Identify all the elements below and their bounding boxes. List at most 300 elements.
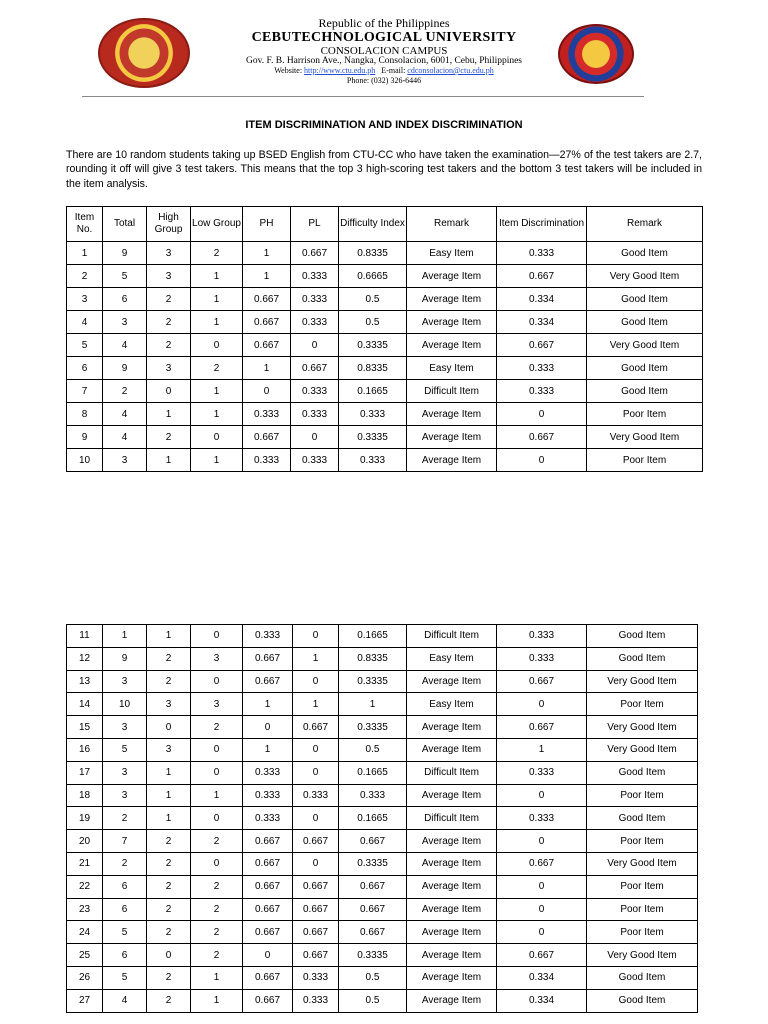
table-cell: Very Good Item [587, 265, 703, 288]
table-cell: 1 [191, 784, 243, 807]
table-cell: 0.5 [339, 989, 407, 1012]
email-label: E-mail: [381, 66, 406, 75]
table-cell: 0.667 [243, 989, 293, 1012]
table-cell: Good Item [587, 625, 698, 648]
table-cell: 3 [147, 265, 191, 288]
table-cell: Average Item [407, 989, 497, 1012]
table-cell: 0 [293, 738, 339, 761]
table-cell: Good Item [587, 380, 703, 403]
table-cell: Average Item [407, 449, 497, 472]
table-cell: Average Item [407, 716, 497, 739]
table-cell: Good Item [587, 357, 703, 380]
table-cell: Good Item [587, 989, 698, 1012]
table-cell: 20 [67, 830, 103, 853]
table-cell: 3 [191, 693, 243, 716]
table-cell: Very Good Item [587, 852, 698, 875]
table-cell: 3 [67, 288, 103, 311]
table-row [67, 647, 698, 670]
table-cell: 26 [67, 966, 103, 989]
table-cell: 0.667 [243, 852, 293, 875]
table-cell: 2 [103, 807, 147, 830]
table-cell: 0.667 [497, 944, 587, 967]
table-cell: 2 [191, 357, 243, 380]
column-header: Total [103, 207, 147, 242]
table-cell: 0.1665 [339, 761, 407, 784]
table-cell: 0.333 [293, 966, 339, 989]
table-cell: 0 [291, 334, 339, 357]
table-cell: Difficult Item [407, 807, 497, 830]
table-cell: 1 [191, 989, 243, 1012]
table-cell: Average Item [407, 265, 497, 288]
table-cell: 0.5 [339, 966, 407, 989]
table-cell: 2 [147, 670, 191, 693]
table-cell: 1 [243, 738, 293, 761]
table-cell: 9 [103, 647, 147, 670]
table-cell: 1 [191, 403, 243, 426]
table-cell: 0.333 [291, 403, 339, 426]
table-cell: 14 [67, 693, 103, 716]
table-row [67, 761, 698, 784]
table-cell: 10 [103, 693, 147, 716]
table-cell: 3 [103, 670, 147, 693]
table-cell: 0 [191, 334, 243, 357]
table-cell: 0.667 [497, 670, 587, 693]
table-cell: 0 [291, 426, 339, 449]
table-cell: 0.3335 [339, 852, 407, 875]
table-cell: 0 [497, 875, 587, 898]
table-cell: 1 [103, 625, 147, 648]
table-cell: 0.667 [243, 830, 293, 853]
table-cell: 0.334 [497, 966, 587, 989]
table-cell: 19 [67, 807, 103, 830]
table-cell: 16 [67, 738, 103, 761]
table-cell: Good Item [587, 761, 698, 784]
table-cell: Poor Item [587, 898, 698, 921]
table-cell: 2 [191, 898, 243, 921]
table-cell: 0 [293, 670, 339, 693]
header-phone: Phone: (032) 326-6446 [346, 76, 422, 85]
table-cell: 0.333 [339, 784, 407, 807]
table-cell: 22 [67, 875, 103, 898]
table-cell: Difficult Item [407, 625, 497, 648]
table-cell: 2 [147, 898, 191, 921]
table-cell: 0 [293, 807, 339, 830]
table-cell: 0.667 [243, 334, 291, 357]
table-cell: 1 [191, 265, 243, 288]
table-cell: 2 [191, 921, 243, 944]
table-cell: 6 [103, 875, 147, 898]
table-cell: Average Item [407, 403, 497, 426]
table-cell: 3 [191, 647, 243, 670]
table-cell: 5 [67, 334, 103, 357]
table-row [67, 449, 703, 472]
table-cell: 4 [103, 989, 147, 1012]
table-cell: 0 [497, 784, 587, 807]
table-cell: 3 [103, 761, 147, 784]
table-row [67, 921, 698, 944]
header-campus: CONSOLACION CAMPUS [320, 45, 448, 57]
table-cell: 0.333 [243, 807, 293, 830]
table-row [67, 242, 703, 265]
table-cell: 0.334 [497, 989, 587, 1012]
table-cell: 0.333 [291, 265, 339, 288]
table-cell: 1 [191, 311, 243, 334]
table-cell: 23 [67, 898, 103, 921]
table-cell: 0 [497, 693, 587, 716]
table-cell: 0 [191, 625, 243, 648]
table-cell: 0 [147, 944, 191, 967]
table-cell: 0.667 [293, 898, 339, 921]
table-cell: Very Good Item [587, 716, 698, 739]
table-cell: 0.3335 [339, 334, 407, 357]
column-header: Item No. [67, 207, 103, 242]
table-cell: 27 [67, 989, 103, 1012]
table-cell: 4 [103, 403, 147, 426]
table-cell: 0 [293, 625, 339, 648]
table-cell: 8 [67, 403, 103, 426]
table-cell: 25 [67, 944, 103, 967]
table-cell: 1 [147, 807, 191, 830]
table-cell: Average Item [407, 921, 497, 944]
table-cell: Very Good Item [587, 944, 698, 967]
table-cell: Average Item [407, 426, 497, 449]
table-row [67, 311, 703, 334]
table-cell: 5 [103, 966, 147, 989]
table-cell: 0.667 [339, 921, 407, 944]
table-cell: Poor Item [587, 449, 703, 472]
header-divider [82, 96, 644, 97]
table-cell: 0.333 [291, 288, 339, 311]
table-cell: 0.667 [293, 875, 339, 898]
table-cell: 0.667 [293, 830, 339, 853]
table-cell: 0 [191, 852, 243, 875]
table-row [67, 898, 698, 921]
table-cell: 0.333 [243, 784, 293, 807]
table-row [67, 784, 698, 807]
table-cell: Good Item [587, 288, 703, 311]
table-cell: 0 [497, 449, 587, 472]
table-cell: Good Item [587, 311, 703, 334]
table-row [67, 288, 703, 311]
table-cell: 1 [339, 693, 407, 716]
table-cell: Poor Item [587, 830, 698, 853]
table-cell: 0.333 [497, 242, 587, 265]
table-cell: 6 [103, 288, 147, 311]
table-cell: Average Item [407, 288, 497, 311]
table-row [67, 966, 698, 989]
table-cell: 21 [67, 852, 103, 875]
table-cell: 0.5 [339, 288, 407, 311]
table-cell: 2 [103, 852, 147, 875]
table-row [67, 334, 703, 357]
table-cell: 1 [147, 449, 191, 472]
table-cell: 0.333 [497, 380, 587, 403]
table-cell: Poor Item [587, 875, 698, 898]
table-cell: 3 [147, 242, 191, 265]
table-cell: 0.334 [497, 311, 587, 334]
table-cell: 2 [67, 265, 103, 288]
table-cell: 0 [191, 738, 243, 761]
table-cell: 0.667 [497, 334, 587, 357]
table-row [67, 357, 703, 380]
table-cell: 0.6665 [339, 265, 407, 288]
table-cell: 0.667 [497, 426, 587, 449]
table-cell: 1 [191, 449, 243, 472]
table-cell: 1 [147, 784, 191, 807]
table-cell: Difficult Item [407, 761, 497, 784]
table-cell: 1 [497, 738, 587, 761]
table-cell: 0.667 [243, 921, 293, 944]
table-cell: 2 [147, 921, 191, 944]
table-cell: 0 [147, 716, 191, 739]
table-cell: 1 [147, 625, 191, 648]
table-cell: 0.667 [243, 288, 291, 311]
table-cell: 0.667 [243, 311, 291, 334]
header-contact-line [0, 66, 768, 75]
table-cell: Very Good Item [587, 334, 703, 357]
column-header: High Group [147, 207, 191, 242]
table-cell: 4 [103, 334, 147, 357]
table-row [67, 426, 703, 449]
table-cell: Good Item [587, 966, 698, 989]
table-cell: 9 [103, 357, 147, 380]
header-republic: Republic of the Philippines [318, 16, 450, 30]
table-cell: 1 [243, 265, 291, 288]
table-row [67, 807, 698, 830]
table-cell: 1 [147, 761, 191, 784]
table-cell: Average Item [407, 784, 497, 807]
table-cell: 3 [103, 716, 147, 739]
table-cell: 0.334 [497, 288, 587, 311]
table-cell: 2 [191, 242, 243, 265]
item-analysis-table-2 [66, 624, 698, 1013]
table-cell: Difficult Item [407, 380, 497, 403]
table-cell: 5 [103, 738, 147, 761]
table-cell: 0.333 [243, 449, 291, 472]
table-cell: 2 [147, 989, 191, 1012]
table-cell: 0.333 [291, 311, 339, 334]
table-cell: 2 [147, 288, 191, 311]
table-cell: 2 [147, 647, 191, 670]
table-cell: Poor Item [587, 921, 698, 944]
table-cell: 5 [103, 921, 147, 944]
column-header: PH [243, 207, 291, 242]
table-cell: 0.667 [339, 898, 407, 921]
table-cell: 1 [293, 693, 339, 716]
table-cell: Average Item [407, 830, 497, 853]
table-cell: 0 [497, 898, 587, 921]
table-cell: 0.667 [243, 966, 293, 989]
table-cell: 0.333 [497, 761, 587, 784]
table-cell: 1 [293, 647, 339, 670]
table-cell: 0.667 [243, 875, 293, 898]
table-cell: 2 [191, 875, 243, 898]
table-row [67, 852, 698, 875]
table-cell: 0 [243, 380, 291, 403]
table-cell: 0.667 [293, 716, 339, 739]
table-cell: 0 [497, 830, 587, 853]
table-cell: 0.333 [293, 784, 339, 807]
table-cell: Easy Item [407, 693, 497, 716]
table-cell: 0 [293, 852, 339, 875]
table-cell: 0.3335 [339, 670, 407, 693]
table-cell: 5 [103, 265, 147, 288]
table-cell: 6 [67, 357, 103, 380]
table-cell: Average Item [407, 875, 497, 898]
table-row [67, 380, 703, 403]
table-cell: 1 [67, 242, 103, 265]
table-cell: 2 [147, 830, 191, 853]
table-cell: 24 [67, 921, 103, 944]
column-header: PL [291, 207, 339, 242]
table-cell: 11 [67, 625, 103, 648]
table-cell: 1 [147, 403, 191, 426]
table-cell: 1 [191, 288, 243, 311]
table-cell: 0.1665 [339, 625, 407, 648]
table-cell: 0 [243, 716, 293, 739]
table-row [67, 625, 698, 648]
table-row [67, 830, 698, 853]
table-cell: 0.333 [293, 989, 339, 1012]
table-cell: 0.333 [243, 403, 291, 426]
header-university: CEBUTECHNOLOGICAL UNIVERSITY [251, 30, 517, 45]
table-cell: Poor Item [587, 403, 703, 426]
table-cell: 0.3335 [339, 716, 407, 739]
table-cell: 2 [191, 944, 243, 967]
table-cell: 0.667 [243, 670, 293, 693]
table-cell: 12 [67, 647, 103, 670]
table-cell: 0 [191, 807, 243, 830]
column-header: Difficulty Index [339, 207, 407, 242]
item-analysis-table-1 [66, 206, 703, 472]
table-row [67, 265, 703, 288]
table-cell: 0.8335 [339, 357, 407, 380]
table-cell: 0.333 [497, 647, 587, 670]
table-cell: 0 [243, 944, 293, 967]
table-cell: 18 [67, 784, 103, 807]
table-cell: 0.667 [339, 875, 407, 898]
table-cell: Poor Item [587, 784, 698, 807]
table-cell: 0.5 [339, 738, 407, 761]
table-cell: 3 [147, 738, 191, 761]
table-cell: 0.333 [339, 449, 407, 472]
table-cell: 0.667 [497, 852, 587, 875]
table-cell: 2 [147, 426, 191, 449]
table-row [67, 403, 703, 426]
table-cell: 13 [67, 670, 103, 693]
table-cell: Average Item [407, 738, 497, 761]
table-cell: 0.667 [291, 242, 339, 265]
table-cell: 6 [103, 898, 147, 921]
table-cell: 2 [147, 966, 191, 989]
table-row [67, 670, 698, 693]
table-cell: 0.667 [243, 898, 293, 921]
table-cell: 4 [67, 311, 103, 334]
table-cell: 0.667 [293, 944, 339, 967]
table-row [67, 738, 698, 761]
table-cell: 0.667 [497, 265, 587, 288]
table-cell: 0.333 [291, 449, 339, 472]
table-cell: Easy Item [407, 242, 497, 265]
table-cell: 0.667 [293, 921, 339, 944]
table-cell: Very Good Item [587, 738, 698, 761]
table-cell: 2 [191, 716, 243, 739]
table-cell: 0.333 [497, 357, 587, 380]
table-cell: Average Item [407, 852, 497, 875]
table-cell: 1 [243, 357, 291, 380]
column-header: Item Discrimination [497, 207, 587, 242]
table-cell: Average Item [407, 898, 497, 921]
table-cell: Average Item [407, 670, 497, 693]
table-row [67, 944, 698, 967]
email-link[interactable]: cdconsolacion@ctu.edu.ph [407, 66, 494, 75]
table-cell: Easy Item [407, 357, 497, 380]
table-cell: 7 [67, 380, 103, 403]
table-cell: 3 [103, 784, 147, 807]
table-cell: 3 [103, 311, 147, 334]
table-cell: 0.333 [497, 807, 587, 830]
table-cell: Good Item [587, 647, 698, 670]
table-cell: Average Item [407, 311, 497, 334]
table-row [67, 989, 698, 1012]
table-cell: 0.333 [339, 403, 407, 426]
table-cell: Average Item [407, 334, 497, 357]
column-header: Remark [407, 207, 497, 242]
website-link[interactable]: http://www.ctu.edu.ph [304, 66, 376, 75]
table-cell: 0.667 [291, 357, 339, 380]
column-header: Low Group [191, 207, 243, 242]
table-cell: 0 [497, 921, 587, 944]
table-cell: 0.8335 [339, 647, 407, 670]
table-cell: 9 [103, 242, 147, 265]
table-cell: 10 [67, 449, 103, 472]
table-cell: 0.1665 [339, 807, 407, 830]
intro-paragraph: There are 10 random students taking up BSED English from CTU-CC who have taken the examination—27% of the test takers are 2.7, rounding it off will give 3 test takers. This means that the top 3 high-scoring test takers and the bottom 3 test takers will be included in the item analysis. [66, 149, 702, 190]
table-cell: 1 [243, 242, 291, 265]
table-cell: 0 [497, 403, 587, 426]
column-header: Remark [587, 207, 703, 242]
table-cell: Good Item [587, 807, 698, 830]
table-cell: 3 [103, 449, 147, 472]
document-title: ITEM DISCRIMINATION AND INDEX DISCRIMINATION [245, 119, 523, 131]
table-cell: 9 [67, 426, 103, 449]
table-cell: 2 [103, 380, 147, 403]
table-cell: Very Good Item [587, 426, 703, 449]
table-cell: 1 [243, 693, 293, 716]
table-cell: 0.333 [497, 625, 587, 648]
table-cell: 1 [191, 380, 243, 403]
table-cell: 0 [191, 426, 243, 449]
table-cell: 2 [147, 875, 191, 898]
table-cell: Poor Item [587, 693, 698, 716]
table-cell: Very Good Item [587, 670, 698, 693]
table-cell: Average Item [407, 944, 497, 967]
table-row [67, 716, 698, 739]
table-cell: 0 [147, 380, 191, 403]
table-cell: 0.667 [243, 647, 293, 670]
table-cell: Average Item [407, 966, 497, 989]
table-cell: 6 [103, 944, 147, 967]
table-cell: 0 [191, 670, 243, 693]
table-row [67, 875, 698, 898]
website-label: Website: [274, 66, 303, 75]
table-cell: 2 [191, 830, 243, 853]
table-cell: 3 [147, 357, 191, 380]
header-address: Gov. F. B. Harrison Ave., Nangka, Consolacion, 6001, Cebu, Philippines [245, 56, 523, 66]
table-cell: 0.667 [339, 830, 407, 853]
table-header-row [67, 207, 703, 242]
table-cell: 15 [67, 716, 103, 739]
